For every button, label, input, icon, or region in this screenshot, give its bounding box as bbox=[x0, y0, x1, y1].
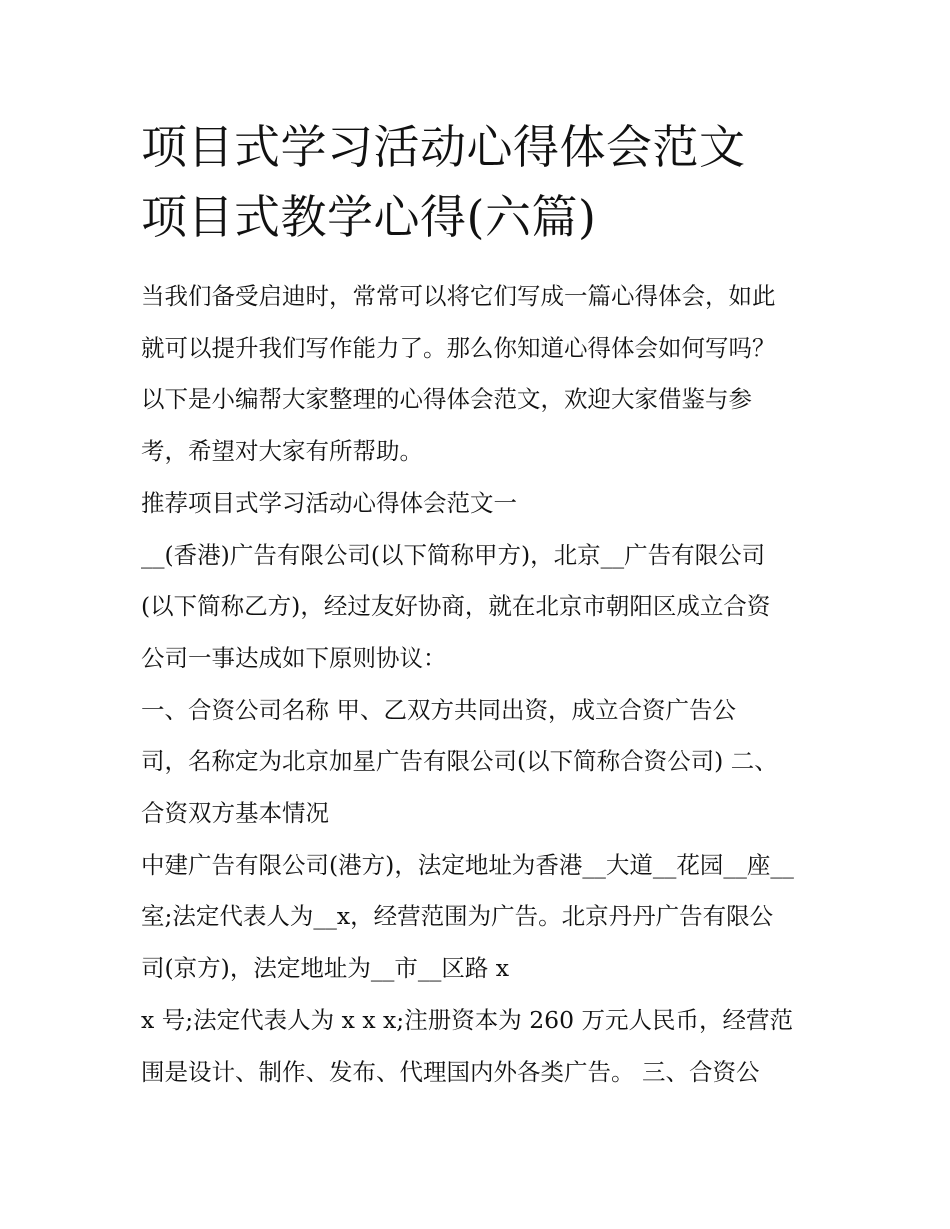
body-line: 公司一事达成如下原则协议： bbox=[141, 643, 447, 672]
body-line: 就可以提升我们写作能力了。那么你知道心得体会如何写吗？ bbox=[141, 333, 776, 362]
document-content bbox=[141, 112, 821, 1098]
body-line: 司，名称定为北京加星广告有限公司(以下简称合资公司) 二、 bbox=[141, 747, 778, 776]
body-line: __(香港)广告有限公司(以下简称甲方)，北京__广告有限公司 bbox=[141, 540, 766, 569]
document-body bbox=[141, 271, 821, 1098]
body-line: 当我们备受启迪时，常常可以将它们写成一篇心得体会，如此 bbox=[141, 282, 776, 310]
document-title bbox=[141, 112, 821, 252]
body-line: (以下简称乙方)，经过友好协商，就在北京市朝阳区成立合资 bbox=[141, 592, 771, 621]
title-line: 项目式学习活动心得体会范文 bbox=[141, 120, 746, 174]
body-line: 室;法定代表人为__x，经营范围为广告。北京丹丹广告有限公 bbox=[141, 902, 774, 931]
body-line: 中建广告有限公司(港方)，法定地址为香港__大道__花园__座__ bbox=[141, 850, 794, 879]
body-line: x 号;法定代表人为 x x x;注册资本为 260 万元人民币，经营范 bbox=[141, 1005, 794, 1034]
body-line: 以下是小编帮大家整理的心得体会范文，欢迎大家借鉴与参 bbox=[141, 385, 752, 414]
section-heading: 推荐项目式学习活动心得体会范文一 bbox=[141, 488, 517, 517]
title-line: 项目式教学心得(六篇) bbox=[141, 190, 597, 244]
body-line: 考，希望对大家有所帮助。 bbox=[141, 437, 423, 466]
body-line: 合资双方基本情况 bbox=[141, 799, 329, 828]
body-line: 司(京方)，法定地址为__市__区路 x bbox=[141, 954, 510, 983]
body-line: 一、合资公司名称 甲、乙双方共同出资，成立合资广告公 bbox=[141, 695, 736, 724]
body-line: 围是设计、制作、发布、代理国内外各类广告。 三、合资公 bbox=[141, 1057, 760, 1086]
